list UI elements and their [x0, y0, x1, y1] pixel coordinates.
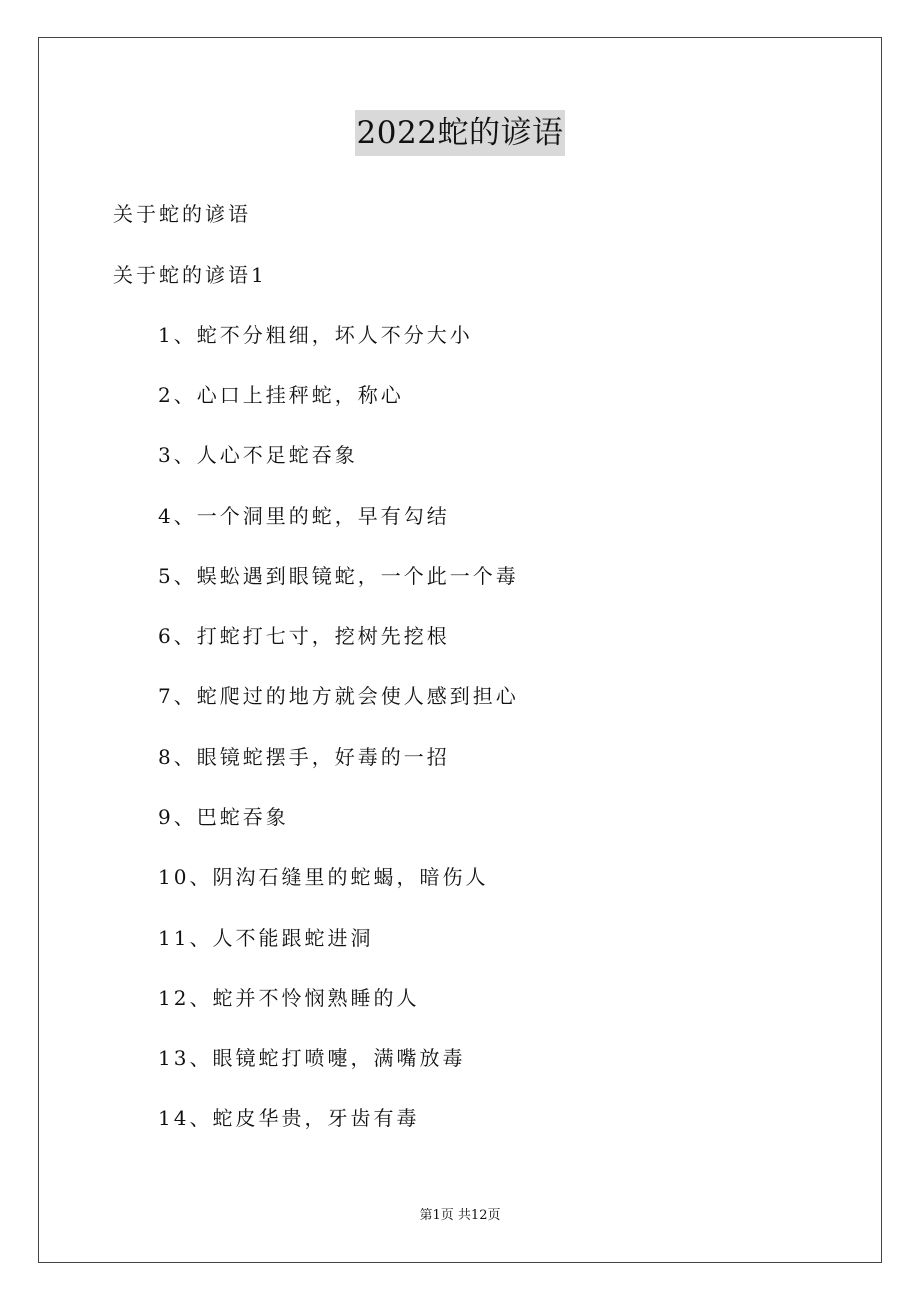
proverb-item: 14、蛇皮华贵，牙齿有毒: [158, 1106, 420, 1130]
proverb-item: 4、一个洞里的蛇，早有勾结: [158, 504, 450, 528]
proverb-item: 5、蜈蚣遇到眼镜蛇，一个此一个毒: [158, 564, 519, 588]
proverb-item: 11、人不能跟蛇进洞: [158, 926, 374, 950]
subtitle: 关于蛇的谚语: [113, 202, 251, 226]
proverb-item: 13、眼镜蛇打喷嚏，满嘴放毒: [158, 1046, 466, 1070]
proverb-item: 2、心口上挂秤蛇，称心: [158, 383, 404, 407]
document-title: 2022蛇的谚语: [355, 110, 566, 156]
page-footer: 第1页 共12页: [419, 1208, 501, 1223]
proverb-item: 12、蛇并不怜悯熟睡的人: [158, 986, 420, 1010]
proverb-item: 10、阴沟石缝里的蛇蝎，暗伤人: [158, 865, 489, 889]
proverb-item: 7、蛇爬过的地方就会使人感到担心: [158, 684, 519, 708]
proverb-item: 9、巴蛇吞象: [158, 805, 289, 829]
proverb-item: 8、眼镜蛇摆手，好毒的一招: [158, 745, 450, 769]
proverb-item: 3、人心不足蛇吞象: [158, 443, 358, 467]
section-heading: 关于蛇的谚语1: [113, 263, 267, 287]
proverb-item: 1、蛇不分粗细，坏人不分大小: [158, 323, 473, 347]
document-title-block: [0, 110, 920, 156]
proverb-item: 6、打蛇打七寸，挖树先挖根: [158, 624, 450, 648]
